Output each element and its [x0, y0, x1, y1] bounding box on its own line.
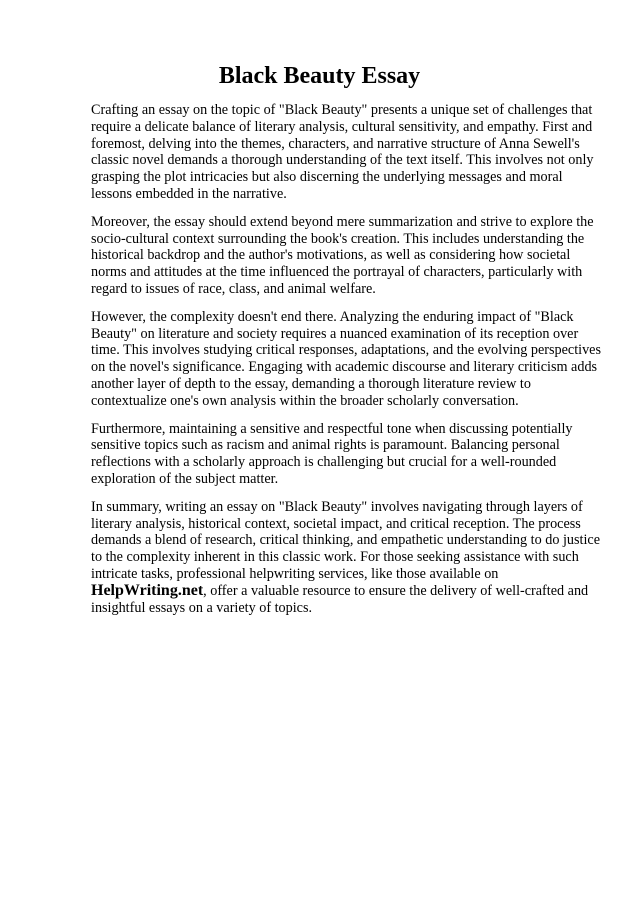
paragraph-4: Furthermore, maintaining a sensitive and respectful tone when discussing potentially sensitive topics such as racism and animal rights is paramount. Balancing personal reflections with a scholarly approach is challenging but crucial for a well-rounded exploration of the subject matter. — [91, 420, 573, 487]
paragraph-5-text-before: In summary, writing an essay on "Black Beauty" involves navigating through layers of literary analysis, historical context, societal impact, and critical reception. The process demands a blend of research, critical thinking, and empathetic understanding to do justice to the complexity inherent in this classic work. For those seeking assistance with such intricate tasks, professional helpwriting services, like those available on — [91, 498, 601, 582]
document-title: Black Beauty Essay — [218, 63, 421, 89]
paragraph-2: Moreover, the essay should extend beyond mere summarization and strive to explore the socio-cultural context surrounding the book's creation. This includes understanding the historical backdrop and the author's motivations, as well as considering how societal norms and attitudes at the time influenced the portrayal of characters, particularly with regard to issues of race, class, and animal welfare. — [91, 213, 594, 297]
helpwriting-brand-text: HelpWriting.net — [91, 581, 204, 599]
paragraph-5 — [91, 499, 601, 617]
paragraph-1: Crafting an essay on the topic of "Black Beauty" presents a unique set of challenges that require a delicate balance of literary analysis, cultural sensitivity, and empathy. First and foremost, delving into the themes, characters, and narrative structure of Anna Sewell's classic novel demands a thorough understanding of the text itself. This involves not only grasping the plot intricacies but also discerning the underlying messages and moral lessons embedded in the narrative. — [91, 102, 594, 202]
paragraph-3: However, the complexity doesn't end there. Analyzing the enduring impact of "Black Beauty" on literature and society requires a nuanced examination of its reception over time. This involves studying critical responses, adaptations, and the evolving perspectives on the novel's significance. Engaging with academic discourse and literary criticism adds another layer of depth to the essay, demanding a thorough literature review to contextualize one's own analysis within the broader scholarly conversation. — [91, 308, 601, 409]
paragraph-5-text-after: , offer a valuable resource to ensure the delivery of well-crafted and insightful essays on a variety of topics. — [91, 582, 589, 616]
